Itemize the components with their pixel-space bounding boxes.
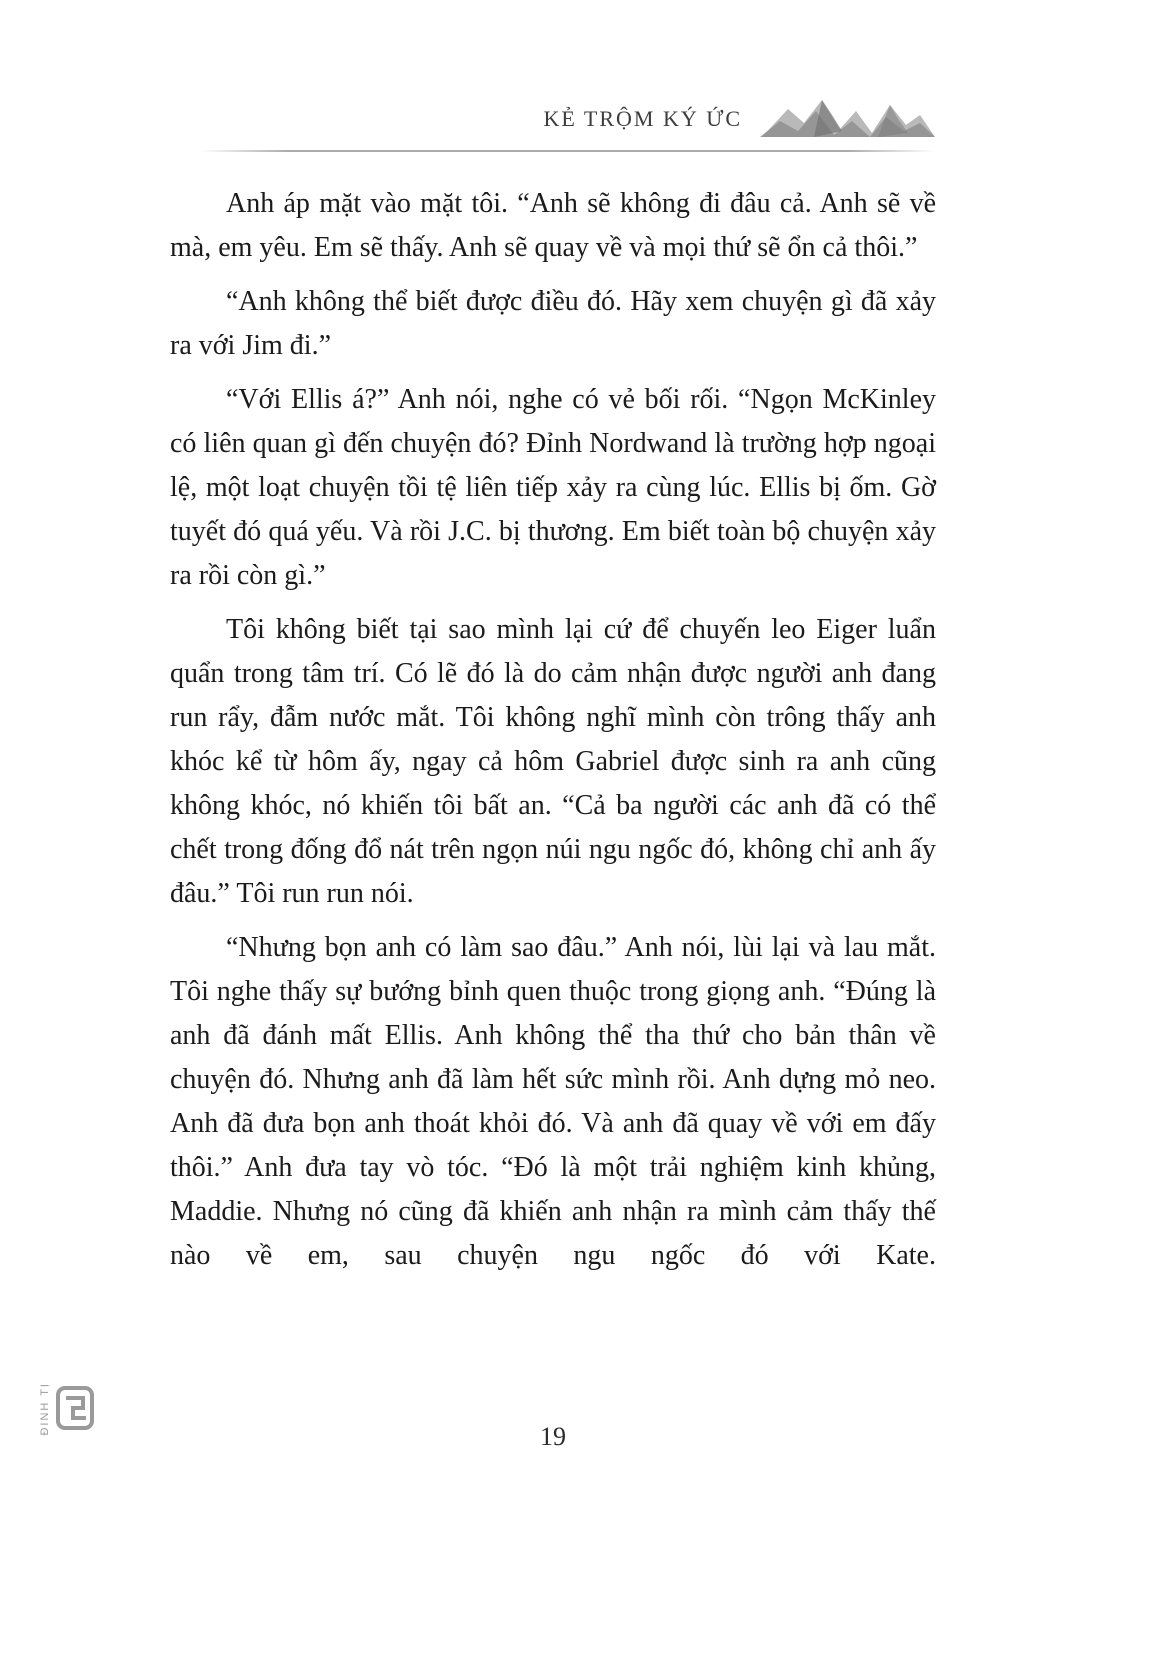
paragraph: “Nhưng bọn anh có làm sao đâu.” Anh nói, lùi lại và lau mắt. Tôi nghe thấy sự bướng bỉnh quen thuộc trong giọng anh. “Đúng là anh đã đánh mất Ellis. Anh không thể tha thứ cho bản thân về chuyện đó. Nhưng anh đã làm hết sức mình rồi. Anh dựng mỏ neo. Anh đã đưa bọn anh thoát khỏi đó. Và anh đã quay về với em đấy thôi.” Anh đưa tay vò tóc. “Đó là một trải nghiệm kinh khủng, Maddie. Nhưng nó cũng đã khiến anh nhận ra mình cảm thấy thế nào về em, sau chuyện ngu ngốc đó với Kate. xyxy=(170,932,936,1271)
header-divider xyxy=(200,150,935,152)
publisher-name: ĐINH TỊ xyxy=(39,1382,51,1436)
book-title: KẺ TRỘM KÝ ỨC xyxy=(543,106,742,131)
page-header xyxy=(200,96,935,152)
paragraph: Tôi không biết tại sao mình lại cứ để chuyến leo Eiger luẩn quẩn trong tâm trí. Có lẽ đó là do cảm nhận được người anh đang run rẩy, đẫm nước mắt. Tôi không nghĩ mình còn trông thấy anh khóc kể từ hôm ấy, ngay cả hôm Gabriel được sinh ra anh cũng không khóc, nó khiến tôi bất an. “Cả ba người các anh đã có thể chết trong đống đổ nát trên ngọn núi ngu ngốc đó, không chỉ anh ấy đâu.” Tôi run run nói. xyxy=(170,614,936,909)
page-text xyxy=(170,182,936,1288)
paragraph: Anh áp mặt vào mặt tôi. “Anh sẽ không đi đâu cả. Anh sẽ về mà, em yêu. Em sẽ thấy. Anh sẽ quay về và mọi thứ sẽ ổn cả thôi.” xyxy=(170,188,936,263)
page-number: 19 xyxy=(540,1422,566,1451)
publisher-logo xyxy=(40,1382,95,1436)
paragraph: “Anh không thể biết được điều đó. Hãy xem chuyện gì đã xảy ra với Jim đi.” xyxy=(170,286,936,361)
paragraph: “Với Ellis á?” Anh nói, nghe có vẻ bối rối. “Ngọn McKinley có liên quan gì đến chuyện đó? Đỉnh Nordwand là trường hợp ngoại lệ, một loạt chuyện tồi tệ liên tiếp xảy ra cùng lúc. Ellis bị ốm. Gờ tuyết đó quá yếu. Và rồi J.C. bị thương. Em biết toàn bộ chuyện xảy ra rồi còn gì.” xyxy=(170,384,936,591)
mountain-illustration xyxy=(760,95,935,144)
publisher-seal-icon xyxy=(55,1383,95,1436)
